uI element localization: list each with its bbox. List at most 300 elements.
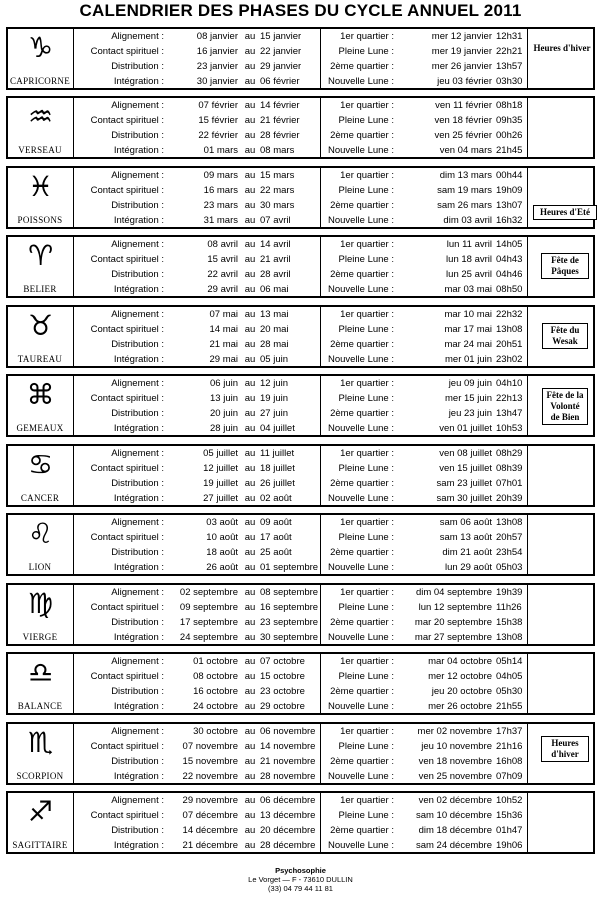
period-start: 07 mai [209,309,238,320]
period-to: au [244,825,256,836]
moon-time: 10h53 [496,423,523,434]
moon-label: Nouvelle Lune : [327,423,394,434]
moon-label: Nouvelle Lune : [327,701,394,712]
period-start: 06 juin [210,378,238,389]
period-start: 21 décembre [182,840,238,851]
footer-address: Le Vorget — F - 73610 DULLIN [248,875,353,884]
phase-label: Intégration : [113,284,164,295]
moon-label: 2ème quartier : [330,200,394,211]
period-start: 29 mai [209,354,238,365]
moon-label: Pleine Lune : [338,324,394,335]
phase-label: Contact spirituel : [90,810,164,821]
zodiac-icon: ♒ [27,100,54,133]
period-start: 18 août [206,547,238,558]
moon-date: jeu 10 novembre [421,741,492,752]
zodiac-icon: ♍ [27,587,54,620]
phase-label: Intégration : [113,632,164,643]
period-start: 19 juillet [203,478,238,489]
moon-time: 00h26 [496,130,523,141]
phase-row [8,685,593,699]
period-start: 23 mars [203,200,238,211]
sign-block [6,722,595,785]
period-start: 08 avril [207,239,238,250]
phase-label: Alignement : [111,170,164,181]
phase-row [8,770,593,784]
moon-date: dim 04 septembre [415,587,492,598]
event-note: Fête du Wesak [542,323,588,349]
period-end: 04 juillet [260,423,295,434]
moon-label: 2ème quartier : [330,269,394,280]
period-to: au [244,562,256,573]
phase-row [8,60,593,74]
phase-row [8,725,593,739]
phase-row [8,323,593,337]
moon-label: 2ème quartier : [330,756,394,767]
moon-date: sam 10 décembre [415,810,492,821]
phase-label: Contact spirituel : [90,46,164,57]
phase-label: Alignement : [111,448,164,459]
period-start: 29 novembre [182,795,238,806]
phase-label: Distribution : [111,756,164,767]
moon-label: 2ème quartier : [330,408,394,419]
moon-label: Pleine Lune : [338,741,394,752]
phase-label: Intégration : [113,840,164,851]
period-end: 14 février [260,100,300,111]
period-end: 07 octobre [260,656,305,667]
moon-date: ven 25 novembre [418,771,492,782]
moon-label: Pleine Lune : [338,185,394,196]
moon-date: dim 21 août [442,547,492,558]
period-to: au [244,185,256,196]
period-to: au [244,31,256,42]
period-end: 15 janvier [260,31,302,42]
period-to: au [244,393,256,404]
moon-time: 16h32 [496,215,523,226]
phase-label: Alignement : [111,517,164,528]
period-end: 21 février [260,115,300,126]
zodiac-icon: ♓ [27,170,54,203]
period-start: 09 septembre [179,602,238,613]
page-title: CALENDRIER DES PHASES DU CYCLE ANNUEL 2011 [79,1,522,20]
period-start: 14 décembre [182,825,238,836]
phase-row [8,462,593,476]
period-to: au [244,130,256,141]
period-end: 29 janvier [260,61,302,72]
period-end: 29 octobre [260,701,305,712]
period-start: 24 octobre [193,701,238,712]
moon-label: 1er quartier : [340,31,394,42]
phase-label: Intégration : [113,354,164,365]
period-start: 09 mars [203,170,238,181]
moon-date: lun 29 août [444,562,492,573]
phase-label: Distribution : [111,478,164,489]
phase-label: Alignement : [111,100,164,111]
period-start: 27 juillet [203,493,238,504]
phase-label: Distribution : [111,269,164,280]
moon-time: 05h14 [496,656,523,667]
phase-row [8,75,593,89]
moon-time: 17h37 [496,726,523,737]
phase-row [8,516,593,530]
moon-date: dim 13 mars [439,170,492,181]
phase-row [8,268,593,282]
moon-date: mer 26 janvier [431,61,492,72]
moon-date: lun 11 avril [446,239,492,250]
period-end: 01 septembre [260,562,319,573]
moon-time: 04h05 [496,671,523,682]
moon-time: 09h35 [496,115,523,126]
period-to: au [244,656,256,667]
moon-date: mar 04 octobre [428,656,492,667]
moon-label: Nouvelle Lune : [327,840,394,851]
moon-label: Nouvelle Lune : [327,145,394,156]
moon-label: Pleine Lune : [338,671,394,682]
moon-time: 19h39 [496,587,523,598]
period-to: au [244,463,256,474]
phase-label: Alignement : [111,309,164,320]
sign-block [6,96,595,159]
period-start: 07 novembre [182,741,238,752]
moon-date: mer 02 novembre [417,726,492,737]
phase-row [8,655,593,669]
moon-time: 20h57 [496,532,523,543]
period-end: 21 novembre [260,756,316,767]
moon-label: 1er quartier : [340,448,394,459]
sign-block [6,444,595,507]
period-start: 02 septembre [179,587,238,598]
footer-org: Psychosophie [275,866,326,875]
event-note: Fête de la Volonté de Bien [542,388,588,425]
phase-row [8,144,593,158]
event-note: Heures d'hiver [533,43,591,53]
moon-label: 1er quartier : [340,239,394,250]
moon-date: ven 08 juillet [439,448,492,459]
phase-label: Alignement : [111,587,164,598]
phase-row [8,631,593,645]
moon-time: 23h02 [496,354,523,365]
moon-date: sam 06 août [439,517,492,528]
period-to: au [244,284,256,295]
period-to: au [244,686,256,697]
phase-row [8,184,593,198]
zodiac-icon: ♏ [27,726,54,759]
period-start: 30 janvier [196,76,238,87]
phase-label: Intégration : [113,493,164,504]
period-end: 30 mars [260,200,295,211]
period-to: au [244,632,256,643]
moon-date: mer 15 juin [445,393,492,404]
moon-time: 15h38 [496,617,523,628]
phase-row [8,670,593,684]
period-end: 20 mai [260,324,289,335]
moon-label: 1er quartier : [340,378,394,389]
period-to: au [244,339,256,350]
moon-date: mer 12 octobre [428,671,492,682]
moon-time: 19h06 [496,840,523,851]
phase-row [8,839,593,853]
period-end: 05 juin [260,354,288,365]
period-start: 13 juin [210,393,238,404]
period-to: au [244,771,256,782]
period-start: 14 mai [209,324,238,335]
phase-row [8,422,593,436]
sign-name: LION [28,562,52,572]
period-to: au [244,215,256,226]
moon-label: 2ème quartier : [330,825,394,836]
moon-time: 19h09 [496,185,523,196]
period-start: 01 octobre [193,656,238,667]
sign-name: CANCER [20,493,60,503]
period-end: 22 mars [260,185,295,196]
period-to: au [244,423,256,434]
phase-row [8,601,593,615]
phase-row [8,755,593,769]
moon-label: Pleine Lune : [338,463,394,474]
sign-block [6,513,595,576]
moon-time: 14h05 [496,239,523,250]
sign-name: CAPRICORNE [9,76,70,86]
period-end: 13 mai [260,309,289,320]
sign-name: VERSEAU [18,145,62,155]
moon-time: 16h08 [496,756,523,767]
phase-row [8,740,593,754]
moon-label: Nouvelle Lune : [327,562,394,573]
moon-time: 11h26 [496,602,522,613]
phase-label: Intégration : [113,701,164,712]
phase-label: Alignement : [111,239,164,250]
moon-date: jeu 23 juin [448,408,492,419]
sign-name: SAGITTAIRE [12,840,68,850]
period-end: 23 octobre [260,686,305,697]
period-end: 22 janvier [260,46,302,57]
phase-row [8,199,593,213]
phase-label: Contact spirituel : [90,463,164,474]
moon-label: 2ème quartier : [330,130,394,141]
moon-date: jeu 03 février [437,76,492,87]
phase-row [8,447,593,461]
moon-time: 13h07 [496,200,523,211]
period-start: 07 décembre [182,810,238,821]
moon-time: 00h44 [496,170,523,181]
footer [0,866,601,893]
moon-label: Nouvelle Lune : [327,632,394,643]
period-to: au [244,115,256,126]
moon-label: 1er quartier : [340,656,394,667]
period-to: au [244,254,256,265]
period-start: 05 juillet [203,448,238,459]
period-to: au [244,602,256,613]
period-to: au [244,726,256,737]
moon-time: 03h30 [496,76,523,87]
footer-phone: (33) 04 79 44 11 81 [268,884,333,893]
phase-row [8,531,593,545]
moon-label: Nouvelle Lune : [327,493,394,504]
period-end: 08 septembre [260,587,319,598]
phase-row [8,308,593,322]
period-end: 15 mars [260,170,295,181]
phase-row [8,492,593,506]
period-end: 20 décembre [260,825,316,836]
sign-name: BELIER [23,284,57,294]
phase-row [8,45,593,59]
period-start: 29 avril [207,284,238,295]
moon-date: jeu 09 juin [448,378,492,389]
phase-row [8,353,593,367]
period-start: 08 octobre [193,671,238,682]
phase-row [8,561,593,575]
period-end: 25 août [260,547,292,558]
period-start: 08 janvier [196,31,238,42]
moon-label: Pleine Lune : [338,810,394,821]
phase-label: Distribution : [111,825,164,836]
period-end: 14 novembre [260,741,316,752]
period-to: au [244,354,256,365]
period-start: 22 novembre [182,771,238,782]
sign-name: POISSONS [17,215,63,225]
sign-block [6,583,595,646]
period-end: 13 décembre [260,810,316,821]
period-end: 19 juin [260,393,288,404]
sign-block [6,235,595,298]
phase-label: Contact spirituel : [90,185,164,196]
moon-label: 1er quartier : [340,726,394,737]
moon-date: ven 25 février [434,130,492,141]
phase-row [8,616,593,630]
phase-row [8,477,593,491]
period-end: 28 mai [260,339,289,350]
moon-time: 13h57 [496,61,523,72]
period-start: 26 août [206,562,238,573]
phase-label: Intégration : [113,771,164,782]
moon-time: 13h08 [496,517,523,528]
phase-label: Intégration : [113,76,164,87]
moon-date: mer 12 janvier [431,31,492,42]
period-to: au [244,547,256,558]
zodiac-icon: ♐ [27,795,54,828]
moon-label: 1er quartier : [340,100,394,111]
period-to: au [244,200,256,211]
moon-label: Nouvelle Lune : [327,284,394,295]
moon-time: 20h39 [496,493,523,504]
moon-date: mer 19 janvier [431,46,492,57]
moon-label: Pleine Lune : [338,46,394,57]
moon-time: 21h16 [496,741,523,752]
period-end: 23 septembre [260,617,319,628]
phase-row [8,824,593,838]
moon-date: ven 18 février [434,115,492,126]
period-start: 03 août [206,517,238,528]
period-to: au [244,324,256,335]
period-to: au [244,145,256,156]
moon-time: 13h47 [496,408,523,419]
period-start: 10 août [206,532,238,543]
moon-label: Nouvelle Lune : [327,771,394,782]
moon-time: 22h13 [496,393,523,404]
phase-row [8,169,593,183]
phase-row [8,114,593,128]
period-end: 21 avril [260,254,291,265]
phase-row [8,214,593,228]
period-end: 02 août [260,493,292,504]
moon-label: 1er quartier : [340,170,394,181]
moon-date: mer 01 juin [445,354,492,365]
period-to: au [244,587,256,598]
moon-date: mer 26 octobre [428,701,492,712]
sign-block [6,374,595,437]
period-to: au [244,448,256,459]
period-end: 08 mars [260,145,295,156]
event-note: Fête de Pâques [541,253,589,279]
moon-time: 08h18 [496,100,523,111]
phase-label: Distribution : [111,339,164,350]
period-start: 20 juin [210,408,238,419]
period-end: 28 avril [260,269,291,280]
period-end: 28 février [260,130,300,141]
zodiac-icon: ♎ [27,656,54,689]
moon-label: Nouvelle Lune : [327,76,394,87]
sign-name: VIERGE [22,632,58,642]
moon-time: 20h51 [496,339,523,350]
phase-row [8,407,593,421]
moon-date: ven 02 décembre [418,795,492,806]
period-to: au [244,671,256,682]
moon-date: dim 18 décembre [418,825,492,836]
period-start: 15 février [198,115,238,126]
moon-date: mar 20 septembre [414,617,492,628]
period-end: 18 juillet [260,463,295,474]
moon-time: 08h29 [496,448,523,459]
phase-label: Intégration : [113,423,164,434]
moon-label: 2ème quartier : [330,478,394,489]
phase-label: Distribution : [111,408,164,419]
moon-label: Pleine Lune : [338,254,394,265]
phase-label: Intégration : [113,562,164,573]
moon-label: 1er quartier : [340,517,394,528]
period-start: 12 juillet [203,463,238,474]
moon-date: mar 10 mai [444,309,492,320]
moon-time: 23h54 [496,547,523,558]
moon-date: dim 03 avril [443,215,492,226]
moon-time: 13h08 [496,632,523,643]
moon-label: Pleine Lune : [338,532,394,543]
moon-date: lun 12 septembre [418,602,492,613]
period-to: au [244,840,256,851]
phase-label: Distribution : [111,617,164,628]
phase-label: Contact spirituel : [90,393,164,404]
sign-name: SCORPION [16,771,64,781]
moon-time: 10h52 [496,795,523,806]
period-to: au [244,701,256,712]
moon-label: 2ème quartier : [330,686,394,697]
moon-date: ven 15 juillet [439,463,492,474]
moon-label: Pleine Lune : [338,393,394,404]
phase-row [8,99,593,113]
moon-time: 21h55 [496,701,523,712]
phase-label: Contact spirituel : [90,254,164,265]
event-note: Heures d'hiver [541,736,589,762]
phase-label: Alignement : [111,656,164,667]
period-end: 11 juillet [260,448,295,459]
phase-row [8,586,593,600]
period-to: au [244,617,256,628]
moon-time: 05h03 [496,562,523,573]
moon-label: Nouvelle Lune : [327,215,394,226]
period-end: 06 mai [260,284,289,295]
period-start: 30 octobre [193,726,238,737]
period-to: au [244,810,256,821]
phase-label: Contact spirituel : [90,602,164,613]
moon-label: 2ème quartier : [330,61,394,72]
